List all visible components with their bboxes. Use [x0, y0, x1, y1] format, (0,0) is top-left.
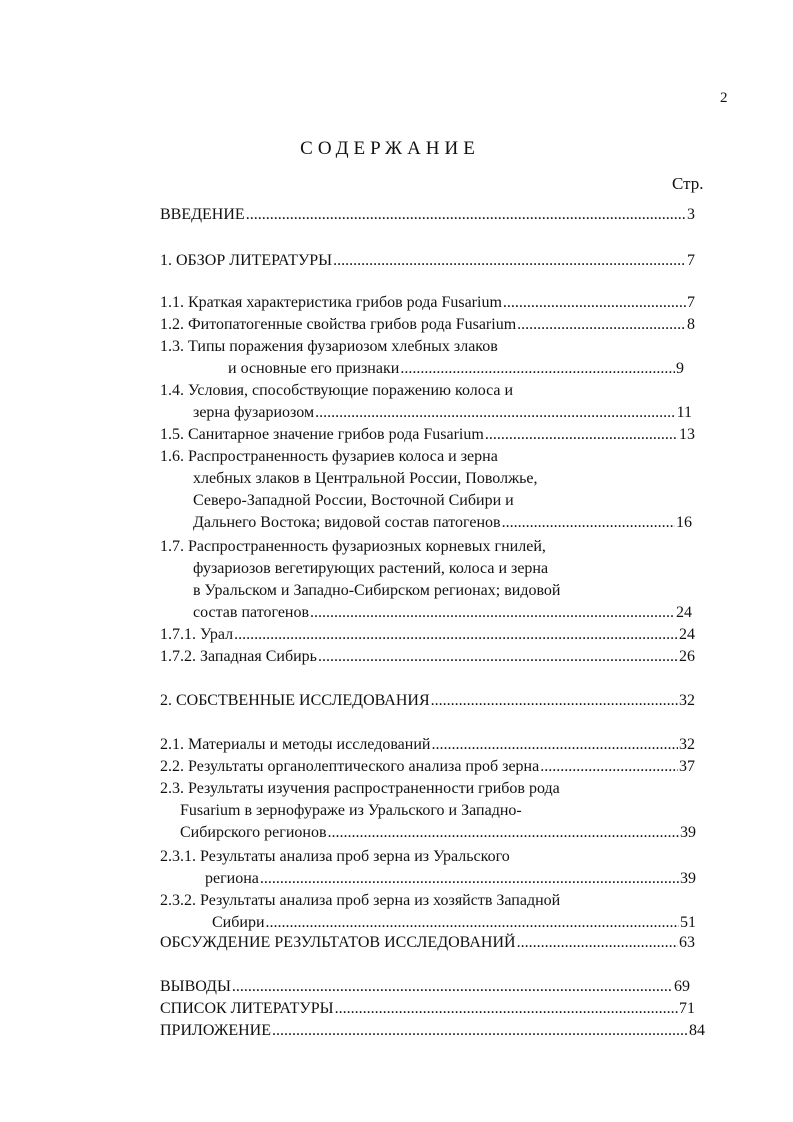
- dot-leader: [503, 292, 686, 314]
- toc-entry-label: ПРИЛОЖЕНИЕ: [160, 1022, 272, 1039]
- toc-entry-label: 2. СОБСТВЕННЫЕ ИССЛЕДОВАНИЯ: [160, 692, 430, 709]
- toc-entry-1-7: [193, 602, 692, 624]
- page-title: СОДЕРЖАНИЕ: [300, 138, 480, 159]
- toc-entry-label: и основные его признаки: [228, 360, 400, 377]
- toc-entry-1-3: [228, 358, 684, 380]
- dot-leader: [485, 424, 678, 446]
- toc-entry-2-2: [160, 756, 695, 778]
- toc-entry-label: 1.5. Санитарное значение грибов рода Fusarium: [160, 426, 484, 443]
- toc-entry-page: 26: [679, 648, 695, 665]
- dot-leader: [431, 734, 678, 756]
- toc-entry-label: 1. ОБЗОР ЛИТЕРАТУРЫ: [160, 252, 333, 269]
- toc-entry-label: 1.7.2. Западная Сибирь: [160, 648, 317, 665]
- toc-entry-2-3-1-line: 2.3.1. Результаты анализа проб зерна из Уральского: [160, 848, 510, 865]
- toc-entry-1-7-line: в Уральском и Западно-Сибирском регионах; видовой: [193, 582, 561, 599]
- dot-leader: [234, 624, 678, 646]
- toc-entry-label: ВВЕДЕНИЕ: [160, 206, 245, 223]
- dot-leader: [502, 512, 675, 534]
- toc-entry-page: 7: [687, 294, 695, 311]
- toc-entry-page: 7: [687, 252, 695, 269]
- dot-leader: [517, 932, 678, 954]
- toc-entry-label: 1.2. Фитопатогенные свойства грибов рода Fusarium: [160, 316, 517, 333]
- toc-entry-page: 24: [679, 626, 695, 643]
- toc-entry-page: 84: [689, 1022, 705, 1039]
- toc-entry-1-7-1: [160, 624, 695, 646]
- toc-entry-1-7-line: 1.7. Распространенность фузариозных корневых гнилей,: [160, 538, 546, 555]
- toc-entry-page: 24: [676, 604, 692, 621]
- toc-entry-appendix: [160, 1020, 705, 1042]
- toc-entry-1-1: [160, 292, 695, 314]
- toc-entry-page: 13: [679, 426, 695, 443]
- toc-entry-page: 39: [680, 824, 696, 841]
- toc-entry-page: 11: [676, 404, 692, 421]
- toc-entry-1-3-line: 1.3. Типы поражения фузариозом хлебных злаков: [160, 338, 498, 355]
- toc-entry-section-2: [160, 690, 695, 712]
- toc-entry-page: 71: [679, 1000, 695, 1017]
- toc-entry-1-7-line: фузариозов вегетирующих растений, колоса и зерна: [193, 560, 549, 577]
- toc-entry-discussion: [160, 932, 695, 954]
- toc-entry-page: 3: [687, 206, 695, 223]
- toc-entry-page: 69: [674, 978, 690, 995]
- toc-entry-label: Сибири: [212, 914, 265, 931]
- toc-entry-page: 37: [679, 758, 695, 775]
- dot-leader: [517, 314, 686, 336]
- toc-entry-label: зерна фузариозом: [193, 404, 315, 421]
- toc-entry-page: 39: [680, 870, 696, 887]
- dot-leader: [246, 204, 686, 226]
- toc-entry-page: 51: [680, 914, 696, 931]
- dot-leader: [431, 690, 678, 712]
- toc-entry-1-2: [160, 314, 695, 336]
- toc-entry-2-3-line: 2.3. Результаты изучения распространенности грибов рода: [160, 780, 560, 797]
- toc-entry-1-6-line: 1.6. Распространенность фузариев колоса и зерна: [160, 448, 498, 465]
- dot-leader: [335, 998, 678, 1020]
- toc-entry-conclusions: [160, 976, 690, 998]
- toc-entry-1-7-2: [160, 646, 695, 668]
- toc-entry-label: 1.1. Краткая характеристика грибов рода Fusarium: [160, 294, 502, 311]
- dot-leader: [315, 402, 676, 424]
- toc-entry-1-5: [160, 424, 695, 446]
- toc-entry-1-6-line: хлебных злаков в Центральной России, Поволжье,: [193, 470, 538, 487]
- dot-leader: [318, 646, 678, 668]
- toc-entry-label: Дальнего Востока; видовой состав патогенов: [193, 514, 501, 531]
- toc-entry-page: 63: [679, 934, 695, 951]
- toc-entry-page: 16: [676, 514, 692, 531]
- toc-entry-label: региона: [205, 870, 259, 887]
- toc-entry-label: 2.1. Материалы и методы исследований: [160, 736, 431, 753]
- dot-leader: [266, 912, 680, 934]
- toc-entry-page: 8: [687, 316, 695, 333]
- toc-entry-2-3: [180, 822, 696, 844]
- toc-entry-label: Сибирского регионов: [180, 824, 327, 841]
- toc-entry-label: состав патогенов: [193, 604, 310, 621]
- toc-entry-2-1: [160, 734, 695, 756]
- toc-entry-1-4: [193, 402, 692, 424]
- toc-entry-2-3-1: [205, 868, 696, 890]
- toc-entry-page: 32: [679, 692, 695, 709]
- dot-leader: [328, 822, 679, 844]
- toc-entry-page: 32: [679, 736, 695, 753]
- toc-entry-intro: [160, 204, 695, 226]
- toc-entry-label: СПИСОК ЛИТЕРАТУРЫ: [160, 1000, 334, 1017]
- toc-entry-references: [160, 998, 695, 1020]
- toc-entry-1-6-line: Северо-Западной России, Восточной Сибири и: [193, 492, 514, 509]
- toc-entry-1-6: [193, 512, 692, 534]
- toc-entry-label: ВЫВОДЫ: [160, 978, 231, 995]
- dot-leader: [272, 1020, 688, 1042]
- dot-leader: [540, 756, 678, 778]
- toc-entry-1-4-line: 1.4. Условия, способствующие поражению колоса и: [160, 382, 514, 399]
- toc-entry-label: 1.7.1. Урал: [160, 626, 234, 643]
- toc-entry-label: 2.2. Результаты органолептического анализа проб зерна: [160, 758, 540, 775]
- toc-entry-2-3-line: Fusarium в зернофураже из Уральского и Западно-: [180, 802, 522, 819]
- dot-leader: [310, 602, 675, 624]
- toc-entry-page: 9: [676, 360, 684, 377]
- dot-leader: [333, 250, 686, 272]
- dot-leader: [260, 868, 679, 890]
- toc-entry-2-3-2: [212, 912, 696, 934]
- dot-leader: [232, 976, 673, 998]
- toc-entry-section-1: [160, 250, 695, 272]
- dot-leader: [400, 358, 675, 380]
- page-number: 2: [720, 90, 728, 106]
- page-column-label: Стр.: [672, 174, 704, 193]
- toc-entry-label: ОБСУЖДЕНИЕ РЕЗУЛЬТАТОВ ИССЛЕДОВАНИЙ: [160, 934, 516, 951]
- toc-entry-2-3-2-line: 2.3.2. Результаты анализа проб зерна из хозяйств Западной: [160, 892, 561, 909]
